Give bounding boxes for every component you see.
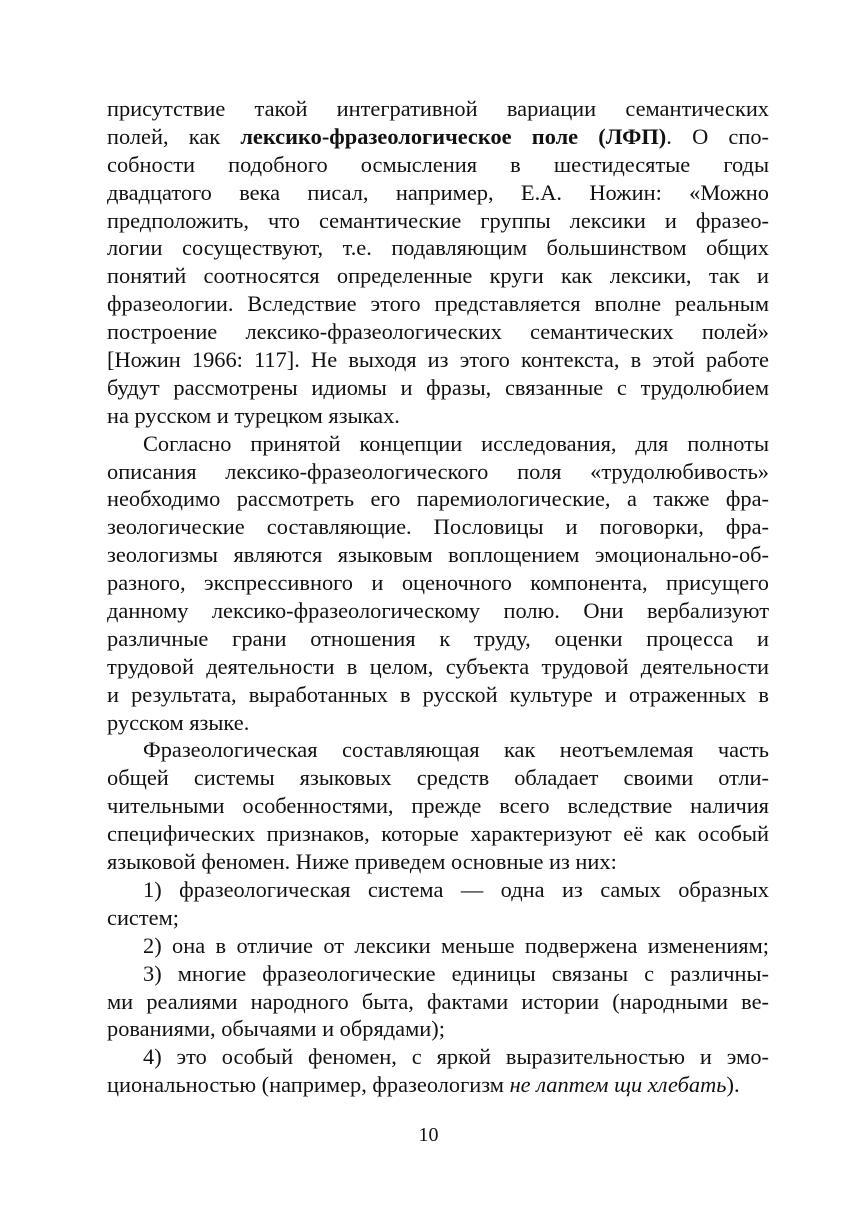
text-line: зеологизмы являются языковым воплощением эмоционально-об- [107, 542, 769, 568]
text-segment: ). [726, 1072, 740, 1098]
text-line: описания лексико-фразеологического поля «трудолюбивость» [107, 458, 769, 484]
text-line [107, 123, 769, 151]
text-line: специфических признаков, которые характеризуют её как особый [107, 821, 769, 847]
paragraph [107, 932, 769, 960]
text-line: 1) фразеологическая система — одна из самых образных [143, 876, 769, 902]
text-line: трудовой деятельности в целом, субъекта трудовой деятельности [107, 653, 769, 679]
text-line: 4) это особый феномен, с яркой выразительностью и эмо- [143, 1044, 769, 1070]
text-line: логии сосуществуют, т.е. подавляющим большинством общих [107, 235, 769, 261]
text-line: необходимо рассмотреть его паремиологические, а также фра- [107, 486, 769, 512]
text-segment: полей, как [107, 123, 241, 149]
text-line: ми реалиями народного быта, фактами истории (народными ве- [107, 988, 769, 1014]
text-line: различные грани отношения к труду, оценки процесса и [107, 625, 769, 651]
bold-term: лексико-фразеологическое поле (ЛФП) [240, 123, 667, 149]
paragraph [107, 876, 769, 932]
text-line: 3) многие фразеологические единицы связаны с различны- [143, 960, 769, 986]
paragraph [107, 95, 769, 430]
text-line: собности подобного осмысления в шестидесятые годы [107, 151, 769, 177]
paragraph [107, 960, 769, 1044]
text-line: на русском и турецком языках. [107, 402, 400, 428]
text-line: русском языке. [107, 709, 250, 735]
text-line: понятий соотносятся определенные круги как лексики, так и [107, 263, 769, 289]
text-line: зеологические составляющие. Пословицы и поговорки, фра- [107, 514, 769, 540]
text-line: 2) она в отличие от лексики меньше подвержена изменениям; [143, 932, 769, 958]
text-line: [Ножин 1966: 117]. Не выходя из этого контекста, в этой работе [107, 347, 769, 373]
italic-example: не лаптем щи хлебать [509, 1072, 727, 1098]
text-line: систем; [107, 904, 179, 930]
paragraph [107, 1043, 769, 1099]
text-line: присутствие такой интегративной вариации семантических [107, 96, 769, 121]
text-line [107, 1071, 769, 1099]
text-line: Фразеологическая составляющая как неотъемлемая часть [143, 737, 769, 763]
text-line: фразеологии. Вследствие этого представляется вполне реальным [107, 291, 769, 317]
text-line: чительными особенностями, прежде всего вследствие наличия [107, 793, 769, 819]
text-line: и результата, выработанных в русской культуре и отраженных в [107, 681, 769, 707]
paragraph [107, 736, 769, 875]
text-segment: циональностью (например, фразеологизм [107, 1072, 510, 1098]
text-line: построение лексико-фразеологических семантических полей» [107, 319, 769, 345]
text-line: предположить, что семантические группы лексики и фразео- [107, 207, 769, 233]
text-line: двадцатого века писал, например, Е.А. Ножин: «Можно [107, 179, 769, 205]
text-line: Согласно принятой концепции исследования, для полноты [143, 430, 769, 456]
text-line: общей системы языковых средств обладает своими отли- [107, 765, 769, 791]
paragraph [107, 430, 769, 737]
text-line: рованиями, обычаями и обрядами); [107, 1016, 445, 1042]
text-line: будут рассмотрены идиомы и фразы, связанные с трудолюбием [107, 374, 769, 400]
page-number: 10 [418, 1124, 439, 1146]
text-segment: . О спо- [666, 123, 769, 149]
text-line: разного, экспрессивного и оценочного компонента, присущего [107, 570, 769, 596]
text-line: данному лексико-фразеологическому полю. Они вербализуют [107, 598, 769, 624]
text-line: языковой феномен. Ниже приведем основные из них: [107, 849, 617, 875]
page-body [107, 95, 769, 1099]
